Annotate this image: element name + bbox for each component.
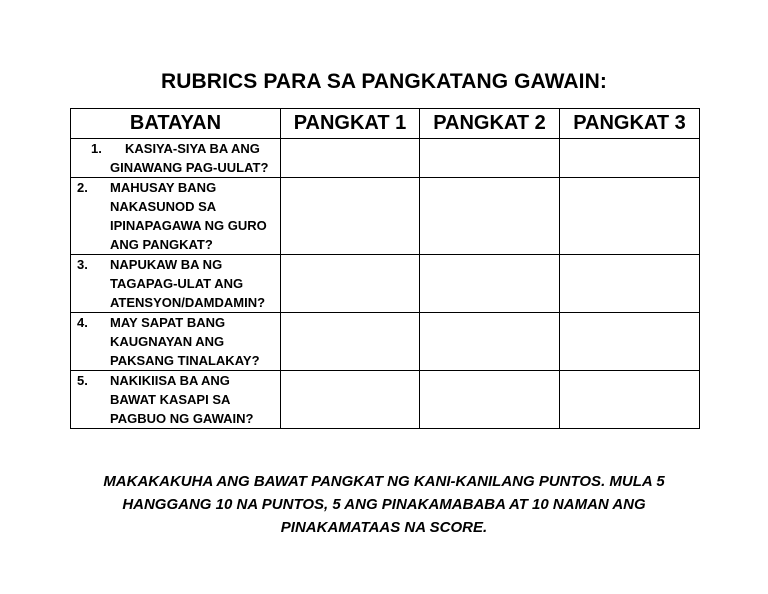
score-cell-pangkat-1 <box>281 178 420 255</box>
criterion-number: 3. <box>77 257 88 272</box>
score-cell-pangkat-3 <box>560 313 700 371</box>
score-cell-pangkat-2 <box>420 371 560 429</box>
score-cell-pangkat-3 <box>560 371 700 429</box>
criterion-text: MAY SAPAT BANG KAUGNAYAN ANG PAKSANG TINALAKAY? <box>110 315 260 368</box>
scoring-note: MAKAKAKUHA ANG BAWAT PANGKAT NG KANI-KANILANG PUNTOS. MULA 5 HANGGANG 10 NA PUNTOS, 5 ANG PINAKAMABABA AT 10 NAMAN ANG PINAKAMATAAS NA SCORE. <box>103 473 665 536</box>
score-cell-pangkat-2 <box>420 313 560 371</box>
column-header-pangkat-2: PANGKAT 2 <box>420 109 560 139</box>
table-row <box>71 313 700 371</box>
score-cell-pangkat-2 <box>420 139 560 178</box>
criterion-cell <box>71 371 281 429</box>
criterion-number: 2. <box>77 180 88 195</box>
criterion-text: KASIYA-SIYA BA ANG GINAWANG PAG-UULAT? <box>110 141 269 175</box>
score-cell-pangkat-1 <box>281 371 420 429</box>
table-row <box>71 371 700 429</box>
table-header-row <box>71 109 700 139</box>
column-header-pangkat-1: PANGKAT 1 <box>281 109 420 139</box>
table-row <box>71 255 700 313</box>
rubric-table <box>70 108 700 429</box>
criterion-cell <box>71 313 281 371</box>
criterion-number: 1. <box>91 141 102 156</box>
score-cell-pangkat-2 <box>420 255 560 313</box>
score-cell-pangkat-1 <box>281 255 420 313</box>
criterion-number: 4. <box>77 315 88 330</box>
criterion-text: NAKIKIISA BA ANG BAWAT KASAPI SA PAGBUO NG GAWAIN? <box>110 373 254 426</box>
score-cell-pangkat-3 <box>560 255 700 313</box>
score-cell-pangkat-1 <box>281 313 420 371</box>
criterion-cell <box>71 178 281 255</box>
score-cell-pangkat-3 <box>560 178 700 255</box>
criterion-cell <box>71 255 281 313</box>
column-header-pangkat-3: PANGKAT 3 <box>560 109 700 139</box>
criterion-cell <box>71 139 281 178</box>
page-title: RUBRICS PARA SA PANGKATANG GAWAIN: <box>161 70 607 93</box>
column-header-batayan: BATAYAN <box>71 109 281 139</box>
score-cell-pangkat-2 <box>420 178 560 255</box>
score-cell-pangkat-1 <box>281 139 420 178</box>
table-row <box>71 178 700 255</box>
criterion-number: 5. <box>77 373 88 388</box>
criterion-text: NAPUKAW BA NG TAGAPAG-ULAT ANG ATENSYON/DAMDAMIN? <box>110 257 266 310</box>
criterion-text: MAHUSAY BANG NAKASUNOD SA IPINAPAGAWA NG GURO ANG PANGKAT? <box>110 180 267 252</box>
table-row <box>71 139 700 178</box>
score-cell-pangkat-3 <box>560 139 700 178</box>
